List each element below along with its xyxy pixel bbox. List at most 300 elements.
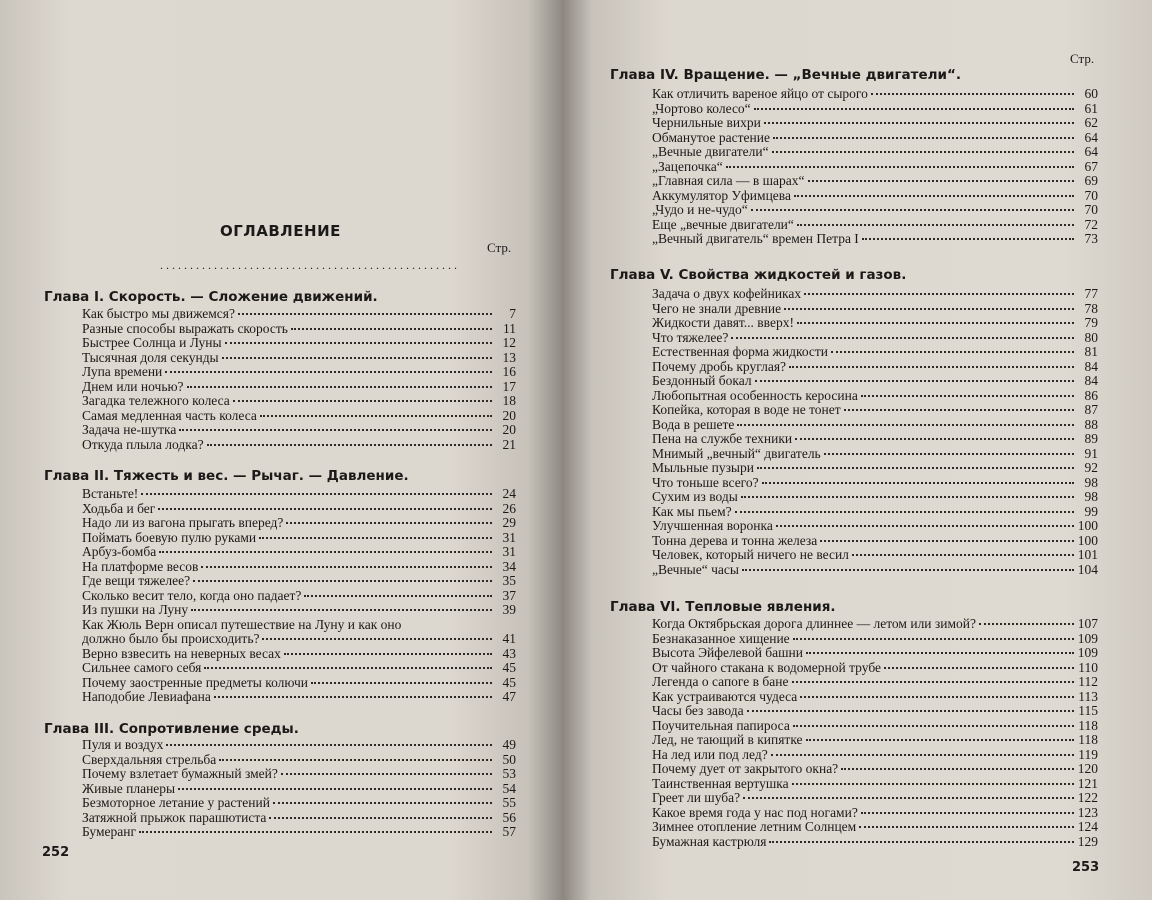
toc-entry	[652, 690, 1098, 705]
toc-entry	[652, 131, 1098, 146]
chapter-entries	[82, 738, 516, 840]
toc-entry	[652, 331, 1098, 346]
toc-entry	[652, 719, 1098, 734]
toc-entry-page: 64	[1084, 144, 1098, 159]
dot-leader	[852, 554, 1074, 556]
toc-entry-page: 34	[502, 558, 516, 574]
toc-entry-title: Любопытная особенность керосина	[652, 387, 858, 403]
toc-entry	[82, 690, 516, 705]
dot-leader	[859, 826, 1074, 828]
toc-entry-title: „Зацепочка“	[652, 158, 723, 174]
chapter-heading: Глава IV. Вращение. — „Вечные двигатели“.	[610, 67, 961, 83]
dot-leader	[771, 754, 1074, 756]
toc-entry-title: Откуда плыла лодка?	[82, 436, 204, 452]
toc-entry-title: Верно взвесить на неверных весах	[82, 645, 281, 661]
toc-entry	[82, 676, 516, 691]
toc-entry	[652, 102, 1098, 117]
dot-leader	[741, 496, 1074, 498]
toc-entry-page: 16	[502, 364, 516, 379]
toc-entry-title: „Вечный двигатель“ времен Петра I	[652, 231, 859, 246]
dot-leader	[204, 667, 492, 669]
toc-entry-page: 91	[1084, 445, 1098, 461]
page-number: 252	[42, 845, 70, 860]
toc-entry	[82, 618, 516, 647]
toc-entry-page: 77	[1084, 286, 1098, 301]
dot-leader	[772, 151, 1074, 153]
toc-entry-page: 86	[1084, 387, 1098, 403]
toc-entry	[82, 647, 516, 662]
toc-entry-page: 12	[502, 335, 516, 350]
toc-entry-page: 100	[1077, 518, 1098, 533]
dot-leader	[861, 395, 1074, 397]
toc-entry	[652, 174, 1098, 189]
toc-entry-title: Чего не знали древние	[652, 300, 782, 316]
dot-leader	[259, 537, 492, 539]
toc-entry-title: Наподобие Левиафана	[82, 689, 211, 704]
toc-entry	[82, 531, 516, 546]
toc-entry-title: Еще „вечные двигатели“	[652, 216, 794, 232]
toc-entry	[652, 160, 1098, 175]
toc-entry	[652, 403, 1098, 418]
toc-entry	[82, 307, 516, 322]
toc-entry-title: Когда Октябрьская дорога длиннее — летом или зимой?	[652, 616, 976, 631]
dot-leader	[191, 609, 492, 611]
toc-entry-title: Тысячная доля секунды	[82, 349, 219, 365]
toc-entry-title: Таинственная вертушка	[652, 775, 789, 791]
toc-entry-title: Мнимый „вечный“ двигатель	[652, 445, 821, 461]
dot-leader	[797, 322, 1074, 324]
chapter-heading: Глава V. Свойства жидкостей и газов.	[610, 267, 907, 283]
toc-entry-page: 45	[502, 674, 516, 690]
toc-entry-page: 113	[1078, 688, 1098, 704]
dot-leader	[979, 623, 1074, 625]
toc-entry-title: Почему дробь круглая?	[652, 358, 787, 374]
dot-leader	[884, 667, 1074, 669]
toc-entry	[652, 505, 1098, 520]
toc-entry-title: Высота Эйфелевой башни	[652, 645, 804, 660]
dot-leader	[862, 238, 1074, 240]
dot-leader	[201, 566, 492, 568]
toc-entry-title: „Главная сила — в шарах“	[652, 173, 805, 188]
dot-leader	[769, 841, 1074, 843]
toc-entry-title: Какое время года у нас под ногами?	[652, 804, 858, 820]
dot-leader	[784, 308, 1074, 310]
toc-entry-page: 120	[1077, 761, 1098, 776]
toc-entry-page: 89	[1084, 431, 1098, 446]
dot-leader	[311, 682, 492, 684]
toc-entry	[652, 534, 1098, 549]
dot-leader	[262, 638, 492, 640]
chapter-entries	[652, 87, 1098, 247]
chapter-heading: Глава II. Тяжесть и вес. — Рычаг. — Давление.	[44, 468, 409, 484]
toc-entry	[82, 409, 516, 424]
toc-entry-page: 107	[1077, 616, 1098, 631]
left-page	[0, 0, 562, 900]
toc-entry	[82, 365, 516, 380]
toc-entry	[652, 733, 1098, 748]
dot-leader	[193, 580, 492, 582]
chapter-entries	[82, 487, 516, 705]
toc-entry	[652, 145, 1098, 160]
toc-entry-page: 21	[502, 436, 516, 452]
dot-leader	[737, 424, 1074, 426]
toc-entry-page: 20	[502, 407, 516, 423]
toc-entry-page: 57	[502, 824, 516, 839]
dot-leader	[214, 696, 492, 698]
dot-leader	[841, 768, 1074, 770]
toc-entry-page: 45	[502, 660, 516, 675]
toc-entry	[652, 418, 1098, 433]
toc-entry-page: 20	[502, 422, 516, 437]
toc-entry	[82, 782, 516, 797]
dot-leader	[222, 357, 492, 359]
toc-entry-page: 79	[1084, 315, 1098, 330]
toc-entry	[652, 389, 1098, 404]
dot-leader	[844, 409, 1074, 411]
toc-entry	[652, 777, 1098, 792]
toc-entry-title: Как мы пьем?	[652, 503, 732, 519]
toc-entry-page: 35	[502, 573, 516, 588]
dot-leader	[747, 710, 1074, 712]
dot-leader	[166, 744, 492, 746]
toc-entry-title: Где вещи тяжелее?	[82, 573, 191, 588]
dot-leader	[291, 328, 492, 330]
toc-entry-title: Задача не-шутка	[82, 422, 177, 437]
toc-entry	[652, 461, 1098, 476]
toc-entry-title: Чернильные вихри	[652, 115, 761, 130]
dot-leader	[735, 511, 1074, 513]
dot-leader	[808, 180, 1074, 182]
right-page	[562, 0, 1152, 900]
dot-leader	[804, 293, 1074, 295]
toc-entry-page: 84	[1084, 358, 1098, 374]
toc-entry	[652, 704, 1098, 719]
toc-entry-page: 61	[1084, 100, 1098, 116]
dot-leader	[165, 371, 492, 373]
toc-entry	[82, 661, 516, 676]
dot-leader	[139, 831, 492, 833]
toc-entry-title: Живые планеры	[82, 780, 176, 796]
toc-entry-page: 26	[502, 500, 516, 516]
toc-entry-page: 7	[509, 306, 516, 321]
toc-entry-page: 54	[502, 780, 516, 796]
toc-entry	[82, 589, 516, 604]
toc-entry	[82, 380, 516, 395]
toc-entry-title: Разные способы выражать скорость	[82, 320, 288, 336]
toc-entry-page: 98	[1084, 489, 1098, 504]
toc-entry	[652, 563, 1098, 578]
toc-entry	[82, 796, 516, 811]
toc-entry	[82, 394, 516, 409]
toc-entry-page: 80	[1084, 329, 1098, 345]
toc-entry-page: 92	[1084, 460, 1098, 475]
toc-entry-title: Самая медленная часть колеса	[82, 407, 257, 423]
dot-leader	[207, 444, 492, 446]
toc-entry-page: 55	[502, 795, 516, 810]
toc-entry	[652, 316, 1098, 331]
toc-entry-title: Быстрее Солнца и Луны	[82, 335, 222, 350]
toc-entry-title: Бездонный бокал	[652, 373, 752, 388]
toc-entry-page: 24	[502, 486, 516, 501]
dot-leader	[824, 453, 1074, 455]
dot-leader	[793, 638, 1074, 640]
toc-entry	[652, 116, 1098, 131]
toc-entry-title: Почему взлетает бумажный змей?	[82, 766, 278, 781]
toc-entry-title: Загадка тележного колеса	[82, 393, 230, 408]
dot-leader	[238, 313, 492, 315]
toc-entry	[652, 189, 1098, 204]
dot-leader	[219, 759, 492, 761]
toc-entry-title: Арбуз-бомба	[82, 544, 157, 559]
toc-entry-page: 17	[502, 378, 516, 394]
dotted-rule: ..................................................	[160, 258, 460, 272]
toc-entry-page: 78	[1084, 300, 1098, 316]
toc-entry	[82, 487, 516, 502]
toc-entry	[652, 287, 1098, 302]
dot-leader	[764, 122, 1074, 124]
dot-leader	[281, 773, 492, 775]
toc-entry-title: Сильнее самого себя	[82, 660, 202, 675]
dot-leader	[269, 817, 492, 819]
toc-entry-title: Почему дует от закрытого окна?	[652, 761, 839, 776]
toc-entry-title: „Чортово колесо“	[652, 100, 751, 116]
toc-entry-title: Как Жюль Верн описал путешествие на Луну и как оно	[82, 616, 402, 632]
dot-leader	[179, 429, 492, 431]
toc-entry-page: 47	[502, 689, 516, 704]
toc-entry-title: Лупа времени	[82, 364, 163, 379]
toc-entry-page: 109	[1077, 630, 1098, 646]
toc-entry-page: 50	[502, 751, 516, 767]
toc-entry-title: На лед или под лед?	[652, 746, 768, 762]
dot-leader	[797, 224, 1074, 226]
toc-entry-page: 67	[1084, 158, 1098, 174]
toc-entry-title: Ходьба и бег	[82, 500, 156, 516]
toc-entry-page: 70	[1084, 202, 1098, 217]
toc-entry-title: Мыльные пузыри	[652, 460, 754, 475]
toc-entry	[652, 548, 1098, 563]
toc-entry	[652, 374, 1098, 389]
toc-entry-page: 119	[1078, 746, 1098, 762]
dot-leader	[743, 797, 1074, 799]
dot-leader	[754, 108, 1074, 110]
toc-entry-page: 101	[1077, 547, 1098, 562]
toc-entry-page: 11	[503, 320, 516, 336]
toc-entry-title: Почему заостренные предметы колючи	[82, 674, 308, 690]
toc-entry-page: 84	[1084, 373, 1098, 388]
dot-leader	[159, 551, 492, 553]
dot-leader	[792, 783, 1074, 785]
page-number: 253	[1072, 860, 1100, 875]
toc-entry-title: Обманутое растение	[652, 129, 770, 145]
toc-entry-page: 60	[1084, 86, 1098, 101]
toc-entry-title: Поймать боевую пулю руками	[82, 529, 257, 545]
toc-entry	[82, 738, 516, 753]
toc-entry	[652, 835, 1098, 850]
toc-entry	[82, 767, 516, 782]
toc-entry-title: Тонна дерева и тонна железа	[652, 532, 818, 548]
toc-entry-title-continued: должно было бы происходить?	[82, 631, 260, 646]
toc-entry-title: Греет ли шуба?	[652, 790, 741, 805]
dot-leader	[742, 569, 1074, 571]
dot-leader	[820, 540, 1074, 542]
dot-leader	[141, 493, 492, 495]
toc-entry-title: Пуля и воздух	[82, 737, 164, 752]
toc-entry	[652, 519, 1098, 534]
toc-entry-title: Безмоторное летание у растений	[82, 795, 270, 810]
dot-leader	[731, 337, 1074, 339]
toc-title: ОГЛАВЛЕНИЕ	[220, 222, 341, 240]
chapter-heading: Глава III. Сопротивление среды.	[44, 721, 299, 737]
chapter-entries	[652, 287, 1098, 577]
toc-entry-page: 88	[1084, 416, 1098, 432]
toc-entry	[652, 476, 1098, 491]
toc-entry-title: Естественная форма жидкости	[652, 344, 829, 359]
toc-entry-page: 73	[1084, 231, 1098, 246]
toc-entry	[82, 336, 516, 351]
toc-entry	[652, 360, 1098, 375]
page-column-label: Стр.	[487, 240, 512, 255]
toc-entry-title: Копейка, которая в воде не тонет	[652, 402, 841, 417]
toc-entry	[652, 218, 1098, 233]
toc-entry-page: 56	[502, 809, 516, 825]
dot-leader	[178, 788, 492, 790]
dot-leader	[792, 681, 1075, 683]
toc-entry	[652, 87, 1098, 102]
dot-leader	[755, 380, 1074, 382]
toc-entry	[652, 646, 1098, 661]
dot-leader	[806, 652, 1074, 654]
toc-entry	[652, 820, 1098, 835]
toc-entry	[82, 351, 516, 366]
toc-entry-title: Как отличить вареное яйцо от сырого	[652, 86, 868, 101]
toc-entry-title: Что тяжелее?	[652, 329, 729, 345]
toc-entry-title: Улучшенная воронка	[652, 518, 773, 533]
dot-leader	[187, 386, 492, 388]
toc-entry	[82, 502, 516, 517]
toc-entry-title: „Вечные двигатели“	[652, 144, 769, 159]
toc-entry-page: 39	[502, 602, 516, 617]
toc-entry-page: 109	[1077, 645, 1098, 660]
toc-entry-page: 69	[1084, 173, 1098, 188]
toc-entry	[652, 632, 1098, 647]
toc-entry-title: Жидкости давят... вверх!	[652, 315, 794, 330]
dot-leader	[286, 522, 492, 524]
toc-entry-page: 118	[1078, 717, 1098, 733]
dot-leader	[776, 525, 1074, 527]
toc-entry-page: 87	[1084, 402, 1098, 417]
dot-leader	[861, 812, 1074, 814]
toc-entry	[82, 516, 516, 531]
toc-entry-title: Человек, который ничего не весил	[652, 547, 849, 562]
toc-entry	[82, 560, 516, 575]
toc-entry-page: 123	[1077, 804, 1098, 820]
dot-leader	[225, 342, 492, 344]
toc-entry	[652, 232, 1098, 247]
dot-leader	[158, 508, 492, 510]
toc-entry-page: 81	[1084, 344, 1098, 359]
toc-entry	[652, 432, 1098, 447]
toc-entry-page: 72	[1084, 216, 1098, 232]
toc-entry	[82, 753, 516, 768]
toc-entry-page: 18	[502, 393, 516, 408]
toc-entry-page: 31	[502, 529, 516, 545]
toc-entry-title: Пена на службе техники	[652, 431, 793, 446]
toc-entry-page: 62	[1084, 115, 1098, 130]
toc-entry-title: Затяжной прыжок парашютиста	[82, 809, 267, 825]
toc-entry	[82, 423, 516, 438]
toc-entry-title: Безнаказанное хищение	[652, 630, 790, 646]
toc-entry	[652, 791, 1098, 806]
dot-leader	[304, 595, 492, 597]
toc-entry-page: 124	[1077, 819, 1098, 834]
toc-entry	[652, 490, 1098, 505]
dot-leader	[757, 467, 1074, 469]
toc-entry-title: На платформе весов	[82, 558, 199, 574]
chapter-heading: Глава VI. Тепловые явления.	[610, 599, 836, 615]
dot-leader	[806, 739, 1074, 741]
toc-entry-title: Что тоньше всего?	[652, 474, 759, 490]
toc-entry-title: Вода в решете	[652, 416, 735, 432]
dot-leader	[762, 482, 1074, 484]
dot-leader	[789, 366, 1074, 368]
dot-leader	[273, 802, 492, 804]
toc-entry-title: Сколько весит тело, когда оно падает?	[82, 587, 302, 603]
toc-entry-page: 43	[502, 645, 516, 661]
toc-entry	[652, 345, 1098, 360]
toc-entry-title: Сверхдальняя стрельба	[82, 751, 217, 767]
toc-entry-title: Надо ли из вагона прыгать вперед?	[82, 515, 284, 530]
dot-leader	[751, 209, 1074, 211]
chapter-entries	[82, 307, 516, 452]
chapter-entries	[652, 617, 1098, 849]
toc-entry	[82, 574, 516, 589]
toc-entry-title: Часы без завода	[652, 703, 744, 718]
toc-entry-page: 104	[1077, 561, 1098, 577]
toc-entry	[82, 545, 516, 560]
toc-entry	[652, 203, 1098, 218]
toc-entry-page: 70	[1084, 187, 1098, 203]
toc-entry-page: 53	[502, 766, 516, 781]
toc-entry-title: Зимнее отопление летним Солнцем	[652, 819, 857, 834]
toc-entry-page: 41	[502, 631, 516, 646]
toc-entry	[82, 322, 516, 337]
toc-entry-page: 129	[1077, 833, 1098, 849]
toc-entry-page: 100	[1077, 532, 1098, 548]
toc-entry	[652, 675, 1098, 690]
toc-entry	[652, 447, 1098, 462]
toc-entry	[82, 811, 516, 826]
toc-entry-title: Как устраиваются чудеса	[652, 688, 798, 704]
dot-leader	[233, 400, 492, 402]
page-column-label: Стр.	[1070, 51, 1095, 66]
toc-entry-page: 110	[1078, 659, 1098, 675]
toc-entry-page: 121	[1077, 775, 1098, 791]
toc-entry-page: 64	[1084, 129, 1098, 145]
dot-leader	[795, 438, 1074, 440]
dot-leader	[260, 415, 492, 417]
toc-entry-title: Из пушки на Луну	[82, 602, 189, 617]
toc-entry-title: От чайного стакана к водомерной трубе	[652, 659, 882, 675]
toc-entry-page: 99	[1084, 503, 1098, 519]
dot-leader	[793, 725, 1074, 727]
toc-entry	[652, 762, 1098, 777]
toc-entry-title: Бумажная кастрюля	[652, 833, 767, 849]
toc-entry-page: 13	[502, 349, 516, 365]
toc-entry-title: Бумеранг	[82, 824, 137, 839]
dot-leader	[871, 93, 1074, 95]
toc-entry-page: 118	[1078, 732, 1098, 747]
toc-entry-page: 49	[502, 737, 516, 752]
